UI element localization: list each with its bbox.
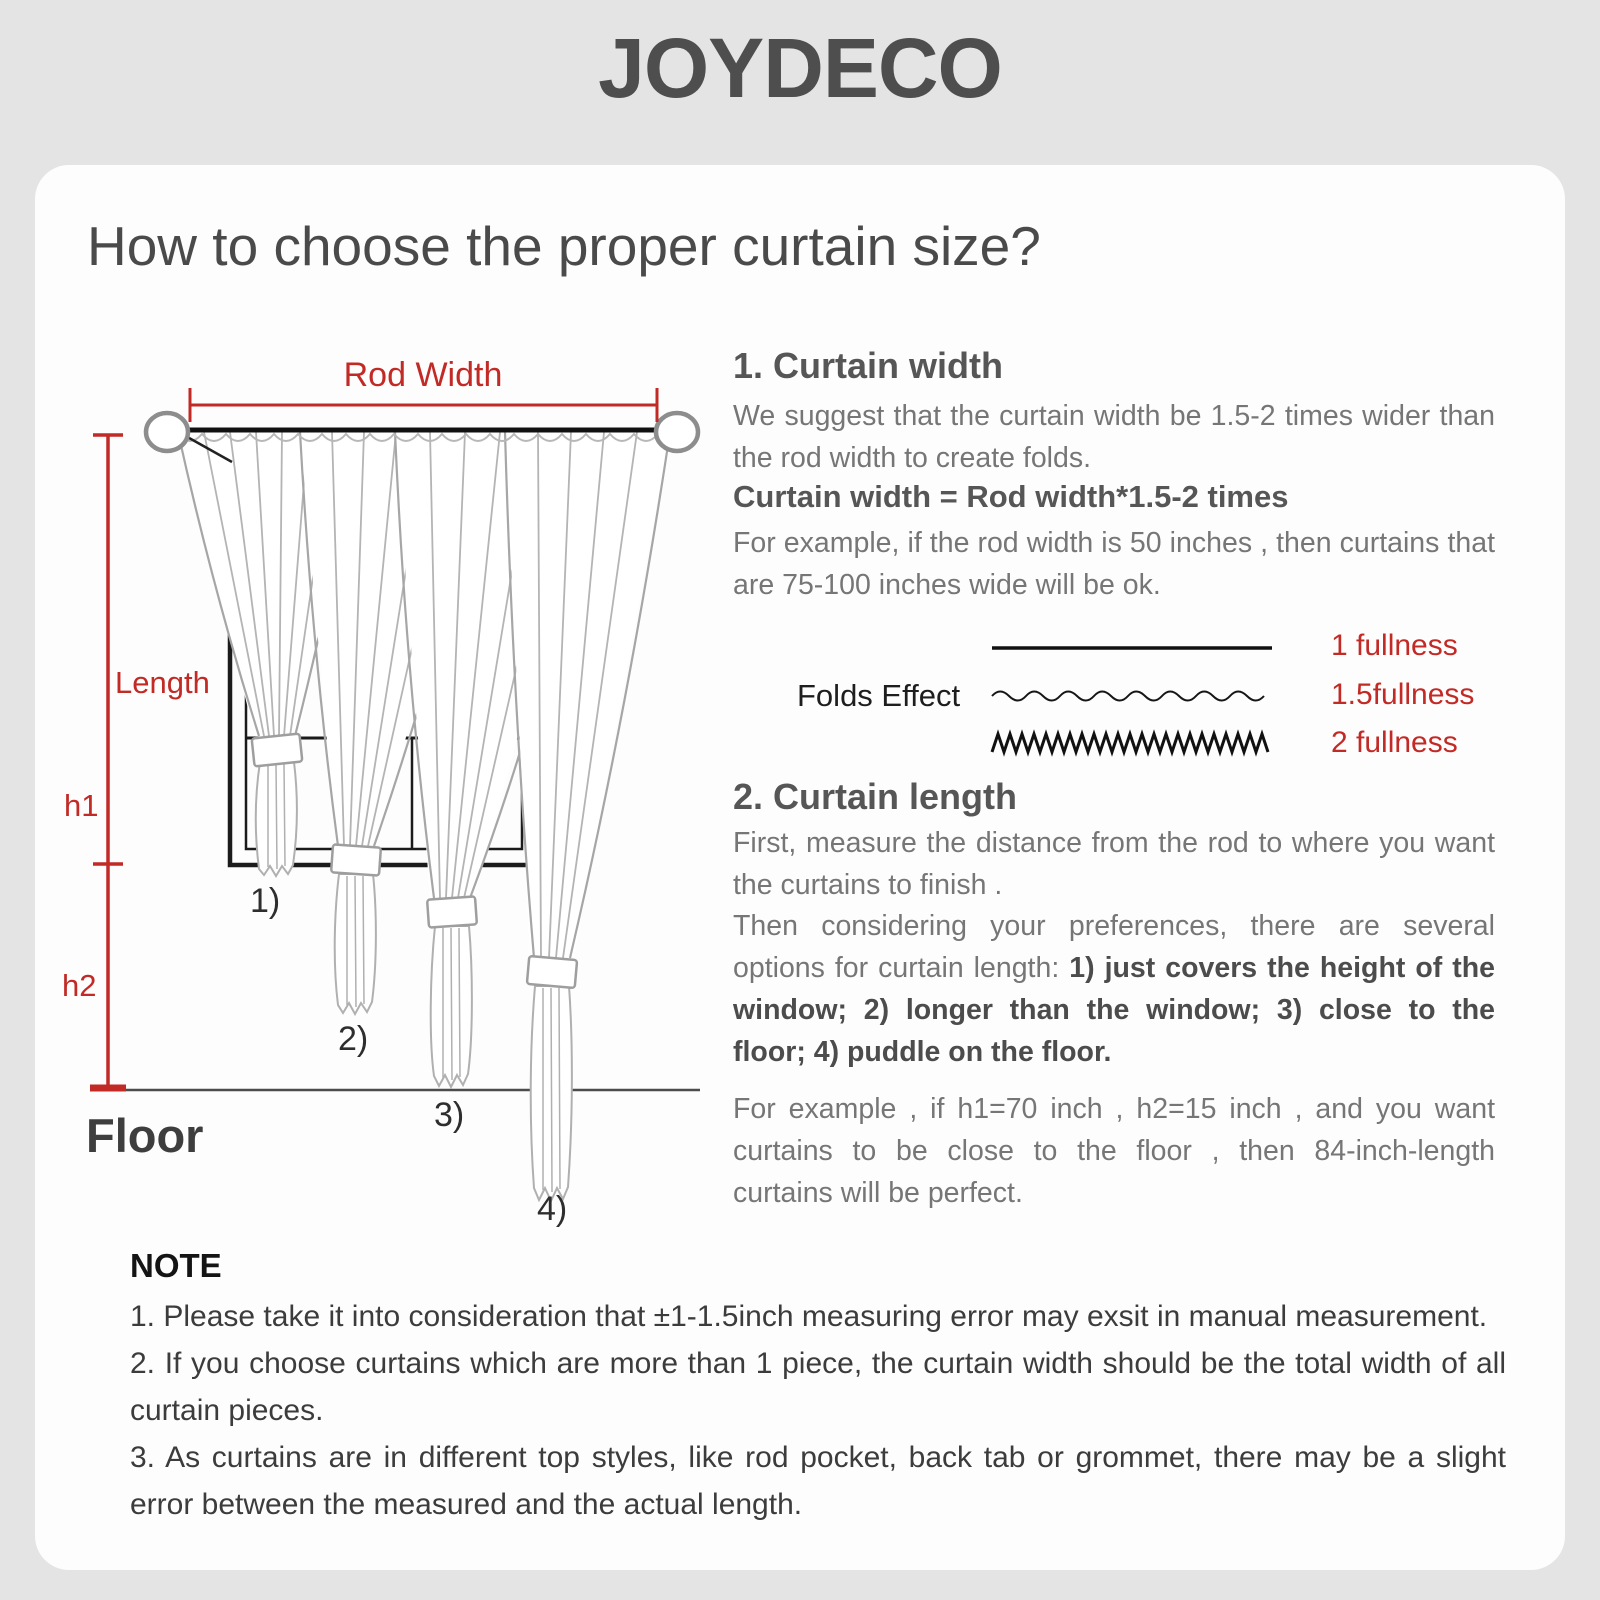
curtain-option-1-label: 1)	[250, 882, 281, 920]
folds-effect-figure	[733, 628, 1495, 788]
tieback-2	[331, 844, 381, 1014]
tieback-3	[427, 896, 477, 1087]
floor-label: Floor	[86, 1109, 204, 1162]
h2-label: h2	[62, 968, 97, 1003]
curtain-measurement-diagram	[60, 350, 760, 1270]
tieback-4	[527, 956, 577, 1201]
curtain-option-2-label: 2)	[338, 1020, 369, 1058]
section2-paragraph-2-normal: Then considering your preferences, there are several options for curtain length:	[733, 910, 1495, 984]
curtain-option-3-label: 3)	[434, 1096, 465, 1134]
content-card	[35, 165, 1565, 1570]
fullness-1-5-label: 1.5fullness	[1331, 678, 1475, 711]
rod-width-label: Rod Width	[343, 356, 503, 394]
section2-paragraph-3: For example , if h1=70 inch , h2=15 inch , and you want curtains to be close to the floor , then 84-inch-length curtains will be perfect.	[733, 1093, 1495, 1209]
brand-logo: JOYDECO	[598, 21, 1002, 115]
note-item-3: 3. As curtains are in different top styles, like rod pocket, back tab or grommet, there may be a slight error between the measured and the actual length.	[130, 1441, 1506, 1521]
rod-ring-left	[146, 413, 188, 451]
rod-ring-right	[656, 413, 698, 451]
note-heading: NOTE	[130, 1247, 222, 1284]
section1-heading: 1. Curtain width	[733, 345, 1003, 386]
h1-label: h1	[64, 788, 99, 823]
length-label: Length	[115, 665, 210, 700]
fullness-1-label: 1 fullness	[1331, 629, 1458, 662]
note-list	[130, 1293, 1506, 1528]
fullness-2-zigzag-line	[992, 734, 1268, 752]
curtain-width-formula: Curtain width = Rod width*1.5-2 times	[733, 479, 1289, 514]
section1-paragraph-1: We suggest that the curtain width be 1.5-2 times wider than the rod width to create folds.	[733, 400, 1495, 474]
folds-effect-label: Folds Effect	[797, 678, 961, 713]
page-title: How to choose the proper curtain size?	[87, 215, 1041, 277]
curtain-option-4-label: 4)	[537, 1190, 568, 1228]
fullness-1-5-wavy-line	[992, 692, 1264, 701]
note-item-1: 1. Please take it into consideration that ±1-1.5inch measuring error may exsit in manual measurement.	[130, 1300, 1488, 1333]
section2-heading: 2. Curtain length	[733, 776, 1018, 817]
section2-paragraph-2-bold: 1) just covers the height of the window; 2) longer than the window; 3) close to the floor; 4) puddle on the floor.	[733, 952, 1495, 1068]
section2-paragraph-1: First, measure the distance from the rod to where you want the curtains to finish .	[733, 827, 1495, 901]
section1-paragraph-2: For example, if the rod width is 50 inches , then curtains that are 75-100 inches wide will be ok.	[733, 527, 1495, 601]
curtain-panel-4	[505, 432, 670, 958]
section2-paragraph-2	[733, 905, 1495, 1073]
fullness-2-label: 2 fullness	[1331, 726, 1458, 759]
tieback-1	[252, 734, 303, 876]
folds-lines-art	[988, 628, 1278, 778]
note-section	[130, 1247, 1506, 1528]
note-item-2: 2. If you choose curtains which are more than 1 piece, the curtain width should be the total width of all curtain pieces.	[130, 1347, 1506, 1427]
